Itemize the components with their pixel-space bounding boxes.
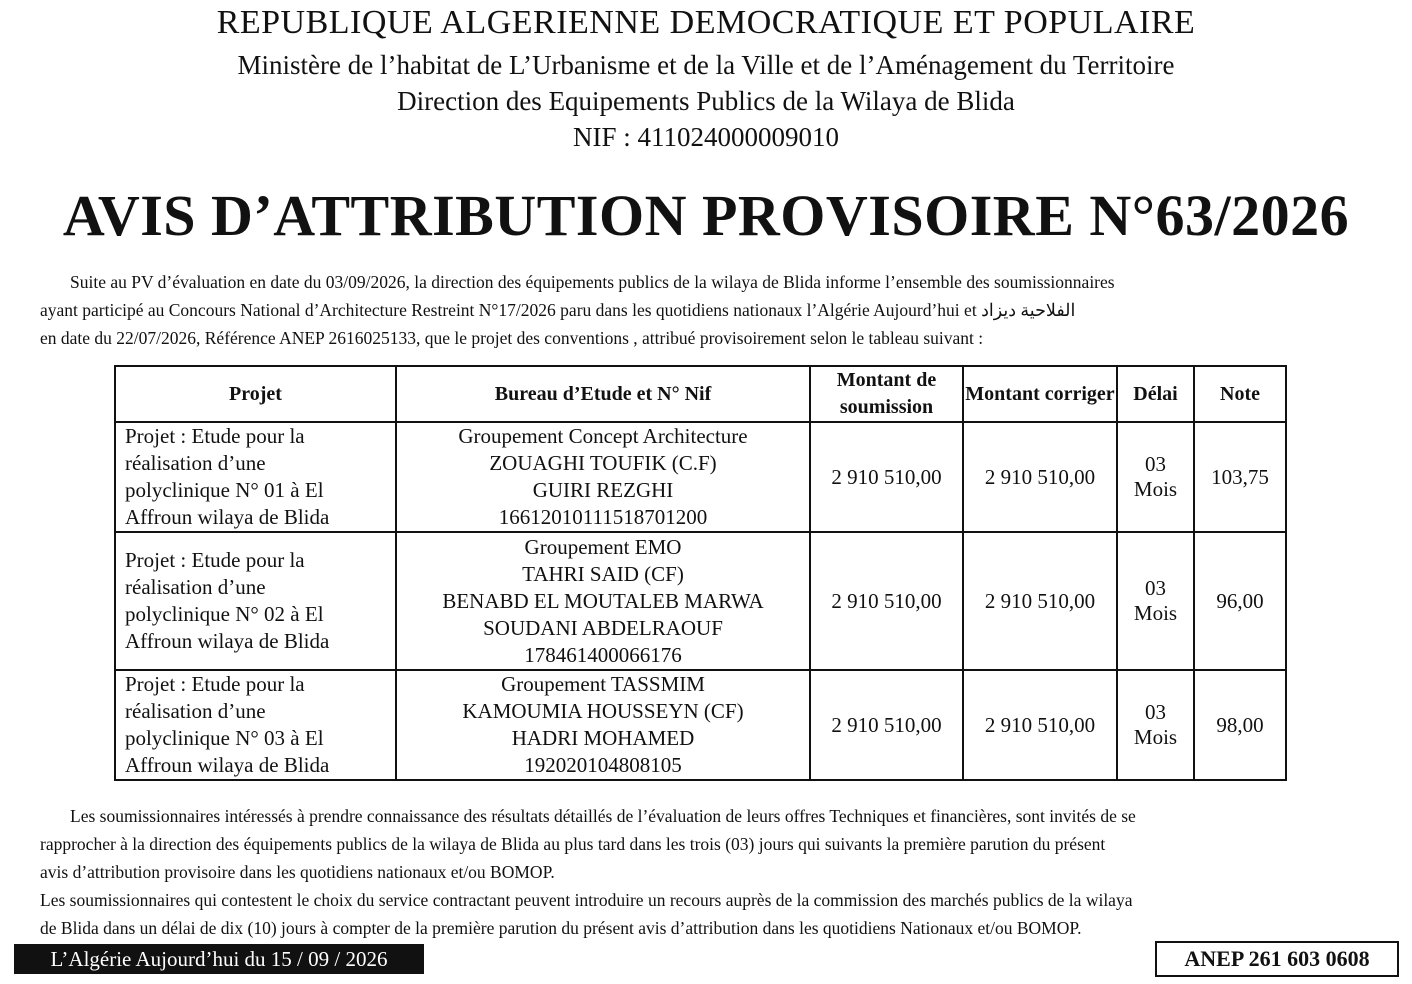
cell-line: polyclinique N° 03 à El: [125, 726, 324, 750]
bureau-cell: [396, 670, 810, 780]
projet-cell: [115, 532, 396, 670]
republic-heading: REPUBLIQUE ALGERIENNE DEMOCRATIQUE ET POPULAIRE: [216, 4, 1196, 41]
cell-line: Groupement TASSMIM: [501, 672, 705, 696]
cell-line: Mois: [1133, 725, 1178, 749]
intro-line: Suite au PV d’évaluation en date du 03/09/2026, la direction des équipements publics de la wilaya de Blida informe l’ensemble des soumissionnaires: [70, 272, 1115, 292]
cell-line: réalisation d’une: [125, 451, 266, 475]
cell-line: polyclinique N° 02 à El: [125, 602, 324, 626]
delai-cell: [1117, 532, 1194, 670]
cell-line: GUIRI REZGHI: [532, 478, 674, 502]
header-projet: Projet: [115, 366, 396, 422]
closing-paragraph: [40, 802, 1385, 942]
cell-line: BENABD EL MOUTALEB MARWA: [442, 588, 764, 613]
cell-line: Affroun wilaya de Blida: [125, 629, 330, 653]
montant-corriger-cell: 2 910 510,00: [963, 422, 1117, 532]
cell-line: ZOUAGHI TOUFIK (C.F): [489, 451, 717, 475]
ministry-heading: Ministère de l’habitat de L’Urbanisme et de la Ville et de l’Aménagement du Territoire: [237, 50, 1175, 80]
closing-line: avis d’attribution provisoire dans les quotidiens nationaux et/ou BOMOP.: [40, 862, 555, 882]
montant-soumission-cell: 2 910 510,00: [810, 670, 963, 780]
montant-soumission-cell: 2 910 510,00: [810, 532, 963, 670]
cell-line: polyclinique N° 01 à El: [125, 478, 324, 502]
cell-line: 03: [1145, 452, 1166, 476]
cell-line: 03: [1145, 576, 1166, 600]
intro-line-text: ayant participé au Concours National d’Architecture Restreint N°17/2026 paru dans les quotidiens nationaux l’Algérie Aujourd’hui et: [40, 300, 977, 320]
intro-paragraph: [40, 268, 1385, 352]
delai-cell: [1117, 422, 1194, 532]
note-cell: 103,75: [1194, 422, 1286, 532]
closing-line: Les soumissionnaires qui contestent le choix du service contractant peuvent introduire un recours auprès de la commission des marchés publics de la wilaya: [40, 890, 1133, 910]
cell-line: TAHRI SAID (CF): [522, 561, 684, 586]
intro-arabic-text: الفلاحية ديزاد: [981, 300, 1076, 320]
bureau-cell: [396, 422, 810, 532]
closing-line: de Blida dans un délai de dix (10) jours à compter de la première parution du présent avis d’attribution dans les quotidiens Nationaux et/ou BOMOP.: [40, 918, 1082, 938]
cell-line: Mois: [1133, 601, 1178, 625]
cell-line: 178461400066176: [524, 642, 682, 667]
notice-title: AVIS D’ATTRIBUTION PROVISOIRE N°63/2026: [62, 183, 1350, 248]
cell-line: 192020104808105: [524, 753, 682, 777]
cell-line: 03: [1145, 700, 1166, 724]
montant-corriger-cell: 2 910 510,00: [963, 670, 1117, 780]
cell-line: Affroun wilaya de Blida: [125, 505, 330, 529]
anep-reference-tag: ANEP 261 603 0608: [1155, 941, 1399, 977]
header-note: Note: [1194, 366, 1286, 422]
table-row: [115, 422, 1286, 532]
projet-cell: [115, 670, 396, 780]
cell-line: HADRI MOHAMED: [511, 726, 695, 750]
cell-line: Groupement EMO: [524, 534, 682, 559]
cell-line: Projet : Etude pour la: [125, 424, 305, 448]
header-delai: Délai: [1117, 366, 1194, 422]
bureau-cell: [396, 532, 810, 670]
cell-line: SOUDANI ABDELRAOUF: [483, 615, 723, 640]
montant-soumission-cell: 2 910 510,00: [810, 422, 963, 532]
cell-line: KAMOUMIA HOUSSEYN (CF): [462, 699, 744, 723]
closing-line: Les soumissionnaires intéressés à prendre connaissance des résultats détaillés de l’évaluation de leurs offres Techniques et financières, sont invités de se: [70, 806, 1136, 826]
header-montant-soumission: Montant de soumission: [810, 366, 963, 422]
cell-line: Projet : Etude pour la: [125, 548, 305, 572]
table-row: [115, 532, 1286, 670]
cell-line: 16612010111518701200: [498, 505, 708, 529]
header-montant-corriger: Montant corriger: [963, 366, 1117, 422]
cell-line: Projet : Etude pour la: [125, 672, 305, 696]
cell-line: réalisation d’une: [125, 575, 266, 599]
projet-cell: [115, 422, 396, 532]
closing-line: rapprocher à la direction des équipements publics de la wilaya de Blida au plus tard dans les trois (03) jours qui suivants la première parution du présent: [40, 834, 1106, 854]
note-cell: 96,00: [1194, 532, 1286, 670]
publication-tag: L’Algérie Aujourd’hui du 15 / 09 / 2026: [14, 944, 424, 974]
cell-line: Affroun wilaya de Blida: [125, 753, 330, 777]
attribution-table: [114, 365, 1287, 781]
intro-line: [40, 296, 1385, 324]
cell-line: Mois: [1133, 477, 1178, 501]
nif-heading: NIF : 411024000009010: [572, 122, 839, 152]
note-cell: 98,00: [1194, 670, 1286, 780]
direction-heading: Direction des Equipements Publics de la Wilaya de Blida: [397, 86, 1015, 116]
table-row: [115, 670, 1286, 780]
delai-cell: [1117, 670, 1194, 780]
cell-line: Groupement Concept Architecture: [458, 424, 748, 448]
intro-line: en date du 22/07/2026, Référence ANEP 2616025133, que le projet des conventions , attribué provisoirement selon le tableau suivant :: [40, 328, 984, 348]
header-bureau: Bureau d’Etude et N° Nif: [396, 366, 810, 422]
cell-line: réalisation d’une: [125, 699, 266, 723]
montant-corriger-cell: 2 910 510,00: [963, 532, 1117, 670]
table-header-row: [115, 366, 1286, 422]
